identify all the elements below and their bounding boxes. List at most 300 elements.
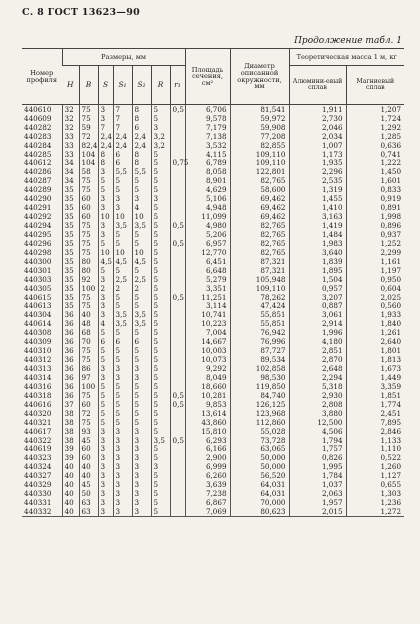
table-cell: 6,166: [185, 445, 230, 454]
table-cell: 2,294: [289, 373, 346, 382]
table-row: [22, 203, 404, 212]
table-cell: 3: [132, 480, 151, 489]
table-cell: 1,911: [289, 105, 346, 114]
table-row: [22, 141, 404, 150]
table-cell: 104: [79, 159, 98, 168]
table-cell: 440612: [24, 158, 52, 168]
table-cell: 7,238: [185, 489, 230, 498]
table-cell: [170, 445, 185, 454]
table-cell: [170, 355, 185, 364]
table-cell: 3,359: [346, 382, 404, 391]
table-cell: 6,706: [185, 105, 230, 114]
table-cell: 5: [132, 346, 151, 355]
table-cell: 440291: [24, 203, 52, 213]
table-cell: 5: [151, 337, 170, 346]
table-cell: 34: [62, 177, 79, 186]
table-cell: 0,560: [346, 302, 404, 311]
table-cell: 5,5: [113, 168, 132, 177]
table-cell: 5: [151, 266, 170, 275]
table-cell: 7: [113, 123, 132, 132]
table-row: [22, 328, 404, 337]
table-cell: 1,774: [346, 400, 404, 409]
table-cell: 0,5: [170, 239, 185, 248]
table-cell: 35: [62, 266, 79, 275]
table-cell: 440320: [24, 408, 52, 418]
table-cell: 5: [151, 454, 170, 463]
table-cell: 33: [62, 132, 79, 141]
table-row: [22, 150, 404, 159]
table-cell: 3: [132, 454, 151, 463]
table-cell: 5: [132, 239, 151, 248]
table-cell: 40: [79, 311, 98, 320]
table-cell: 2,063: [289, 489, 346, 498]
table-row: [22, 498, 404, 507]
table-cell: 0,5: [170, 436, 185, 445]
table-cell: 1,784: [289, 471, 346, 480]
table-cell: 1,133: [346, 436, 404, 445]
table-cell: 1,724: [346, 114, 404, 123]
table-cell: 440301: [24, 265, 52, 275]
table-cell: 1,110: [346, 445, 404, 454]
table-cell: 1,601: [346, 177, 404, 186]
table-cell: 6,789: [185, 159, 230, 168]
table-cell: 60: [79, 400, 98, 409]
table-cell: 1,484: [289, 230, 346, 239]
table-cell: 100: [79, 284, 98, 293]
table-cell: 3,5: [113, 311, 132, 320]
table-cell: 6,451: [185, 257, 230, 266]
table-cell: 3: [98, 114, 113, 123]
table-cell: 3: [113, 454, 132, 463]
table-cell: 76,942: [230, 328, 289, 337]
table-cell: 112,860: [230, 418, 289, 427]
table-cell: 9,578: [185, 114, 230, 123]
table-cell: 1,272: [346, 507, 404, 516]
table-cell: 3,351: [185, 284, 230, 293]
table-cell: 5: [113, 409, 132, 418]
table-cell: 3,061: [289, 311, 346, 320]
table-row: [22, 471, 404, 480]
table-cell: 69,462: [230, 212, 289, 221]
header-h: H: [62, 66, 79, 105]
table-cell: 2,015: [289, 507, 346, 516]
table-cell: 75: [79, 355, 98, 364]
table-cell: 5: [151, 248, 170, 257]
table-cell: 5: [132, 302, 151, 311]
table-row: [22, 364, 404, 373]
table-cell: 3: [113, 194, 132, 203]
table-cell: 2,296: [289, 168, 346, 177]
table-cell: 1,260: [346, 463, 404, 472]
header-profile-number: Номер профиля: [22, 49, 62, 105]
table-row: [22, 311, 404, 320]
table-cell: 3: [98, 454, 113, 463]
table-cell: 8,901: [185, 177, 230, 186]
table-row: [22, 355, 404, 364]
table-cell: 3: [132, 463, 151, 472]
table-cell: 5: [151, 489, 170, 498]
table-cell: 5: [132, 328, 151, 337]
table-cell: 5: [113, 355, 132, 364]
table-cell: 440321: [24, 417, 52, 427]
table-cell: 5: [151, 239, 170, 248]
table-cell: 92: [79, 275, 98, 284]
table-cell: 5: [151, 320, 170, 329]
table-cell: 10,073: [185, 355, 230, 364]
table-cell: 2: [98, 284, 113, 293]
table-cell: 8: [132, 105, 151, 114]
table-cell: 5: [113, 382, 132, 391]
table-cell: 4: [98, 320, 113, 329]
table-cell: 1,319: [289, 185, 346, 194]
table-cell: 5: [151, 471, 170, 480]
table-cell: 5: [132, 355, 151, 364]
table-cell: 0,636: [346, 141, 404, 150]
table-cell: 5: [113, 266, 132, 275]
table-cell: 440300: [24, 256, 52, 266]
table-cell: 5: [132, 293, 151, 302]
table-cell: 2,4: [113, 132, 132, 141]
table-cell: 440305: [24, 283, 52, 293]
table-cell: 0,833: [346, 185, 404, 194]
table-cell: 5: [151, 328, 170, 337]
table-cell: 40: [79, 471, 98, 480]
table-cell: 2,870: [289, 355, 346, 364]
table-cell: 18,660: [185, 382, 230, 391]
table-cell: 50,000: [230, 454, 289, 463]
table-cell: 119,850: [230, 382, 289, 391]
table-cell: 100: [79, 382, 98, 391]
table-cell: 70: [79, 337, 98, 346]
table-cell: 2,648: [289, 364, 346, 373]
table-cell: 3: [98, 373, 113, 382]
table-cell: 5: [113, 391, 132, 400]
table-cell: 72: [79, 409, 98, 418]
table-cell: 39: [62, 454, 79, 463]
table-cell: 7: [98, 123, 113, 132]
table-cell: [170, 150, 185, 159]
table-cell: 5: [151, 221, 170, 230]
table-cell: 75: [79, 346, 98, 355]
table-cell: 440296: [24, 238, 52, 248]
table-cell: 5: [132, 185, 151, 194]
table-cell: 0,604: [346, 284, 404, 293]
table-cell: 82,765: [230, 177, 289, 186]
table-row: [22, 320, 404, 329]
table-cell: [170, 346, 185, 355]
table-cell: 126,125: [230, 400, 289, 409]
table-cell: 89,534: [230, 355, 289, 364]
table-cell: 35: [62, 275, 79, 284]
header-aluminum: Алюмини-евый сплав: [289, 66, 346, 105]
table-cell: 60: [79, 454, 98, 463]
table-cell: 10: [132, 248, 151, 257]
table-cell: 440617: [24, 426, 52, 436]
table-cell: 80: [79, 266, 98, 275]
table-cell: 10: [113, 248, 132, 257]
table-cell: 4,5: [98, 257, 113, 266]
table-cell: 82,765: [230, 248, 289, 257]
header-r1: r₁: [170, 66, 185, 105]
table-cell: 3,5: [132, 221, 151, 230]
table-cell: 36: [62, 373, 79, 382]
table-cell: 2,034: [289, 132, 346, 141]
table-cell: 1,037: [289, 480, 346, 489]
table-cell: 5,279: [185, 275, 230, 284]
table-cell: 5,106: [185, 194, 230, 203]
table-cell: 440332: [22, 507, 62, 516]
table-cell: [170, 480, 185, 489]
table-row: [22, 194, 404, 203]
table-cell: 75: [79, 239, 98, 248]
table-cell: 1,996: [289, 328, 346, 337]
table-row: [22, 427, 404, 436]
table-cell: 50,000: [230, 463, 289, 472]
table-cell: 5: [151, 284, 170, 293]
table-cell: [170, 212, 185, 221]
table-cell: 3: [98, 489, 113, 498]
table-cell: 2,900: [185, 454, 230, 463]
table-cell: 36: [62, 364, 79, 373]
table-cell: [170, 302, 185, 311]
table-row: [22, 177, 404, 186]
table-cell: 3,2: [151, 132, 170, 141]
table-cell: 440294: [24, 221, 52, 231]
table-cell: 3: [98, 293, 113, 302]
table-cell: 5: [151, 409, 170, 418]
table-cell: 5: [151, 498, 170, 507]
table-row: [22, 266, 404, 275]
table-cell: 10: [132, 212, 151, 221]
table-cell: 440331: [24, 498, 52, 508]
table-cell: [170, 471, 185, 480]
table-cell: 2,4: [98, 132, 113, 141]
table-cell: 69,462: [230, 203, 289, 212]
table-cell: 0,741: [346, 150, 404, 159]
table-cell: 86: [79, 364, 98, 373]
table-cell: 2,4: [113, 141, 132, 150]
table-row: [22, 221, 404, 230]
table-cell: 3: [113, 445, 132, 454]
table-cell: 5: [151, 114, 170, 123]
table-cell: 105,948: [230, 275, 289, 284]
table-cell: 13,614: [185, 409, 230, 418]
table-cell: 2,808: [289, 400, 346, 409]
standard-reference: С. 8 ГОСТ 13623—90: [22, 7, 141, 18]
table-cell: 5: [151, 400, 170, 409]
table-cell: 3: [132, 364, 151, 373]
table-cell: 1,303: [346, 489, 404, 498]
table-cell: 35: [62, 284, 79, 293]
table-cell: 5: [151, 480, 170, 489]
table-cell: 38: [62, 427, 79, 436]
table-cell: 6: [132, 123, 151, 132]
table-cell: 0,957: [289, 284, 346, 293]
table-cell: [170, 382, 185, 391]
table-cell: 440616: [24, 399, 52, 409]
table-cell: 5: [151, 185, 170, 194]
table-cell: 34: [62, 159, 79, 168]
table-cell: 9,292: [185, 364, 230, 373]
table-cell: 5: [113, 328, 132, 337]
table-cell: 1,236: [346, 498, 404, 507]
table-cell: 440283: [24, 131, 52, 141]
table-row: [22, 293, 404, 302]
table-cell: 440285: [24, 149, 52, 159]
table-cell: 60: [79, 203, 98, 212]
table-cell: 56,520: [230, 471, 289, 480]
table-cell: 3: [98, 498, 113, 507]
table-cell: 1,840: [346, 320, 404, 329]
table-cell: 3: [113, 364, 132, 373]
table-cell: 440323: [24, 453, 52, 463]
table-cell: [170, 373, 185, 382]
table-cell: 5: [151, 257, 170, 266]
table-cell: 5: [98, 185, 113, 194]
table-cell: 2,4: [132, 132, 151, 141]
table-row: [22, 409, 404, 418]
table-cell: 3,880: [289, 409, 346, 418]
table-cell: 5,318: [289, 382, 346, 391]
table-cell: 1,801: [346, 346, 404, 355]
table-row: [22, 346, 404, 355]
table-cell: 7,004: [185, 328, 230, 337]
table-cell: 36: [62, 311, 79, 320]
table-cell: 32: [62, 114, 79, 123]
table-cell: 3: [132, 507, 151, 516]
table-cell: 440314: [24, 372, 52, 382]
table-cell: 2,4: [98, 141, 113, 150]
table-cell: 14,667: [185, 337, 230, 346]
table-cell: 109,110: [230, 159, 289, 168]
table-cell: 5: [113, 400, 132, 409]
table-row: [22, 230, 404, 239]
table-cell: [170, 311, 185, 320]
table-cell: 10,003: [185, 346, 230, 355]
table-cell: 12,500: [289, 418, 346, 427]
table-cell: 64,031: [230, 489, 289, 498]
table-cell: 9,853: [185, 400, 230, 409]
table-cell: 45: [79, 480, 98, 489]
table-cell: 32: [62, 105, 79, 114]
table-row: [22, 284, 404, 293]
table-cell: 0,75: [170, 159, 185, 168]
table-cell: 87,321: [230, 257, 289, 266]
table-cell: 40: [62, 471, 79, 480]
table-cell: 5: [151, 275, 170, 284]
table-cell: 5: [151, 203, 170, 212]
table-cell: 5: [132, 400, 151, 409]
table-cell: 55,851: [230, 320, 289, 329]
table-cell: 5: [113, 177, 132, 186]
table-cell: 37: [62, 400, 79, 409]
table-cell: 0,5: [170, 221, 185, 230]
table-cell: 84,740: [230, 391, 289, 400]
table-cell: 35: [62, 230, 79, 239]
table-cell: 6,999: [185, 463, 230, 472]
table-cell: 4,629: [185, 185, 230, 194]
table-cell: 3: [113, 436, 132, 445]
table-cell: 2,4: [132, 141, 151, 150]
header-s: S: [98, 66, 113, 105]
table-cell: 7,069: [185, 507, 230, 516]
header-magnesium: Магниевый сплав: [346, 66, 404, 105]
table-cell: 440287: [24, 176, 52, 186]
table-cell: 5: [151, 168, 170, 177]
table-cell: 2,730: [289, 114, 346, 123]
table-cell: 440329: [24, 480, 52, 490]
table-cell: 82,4: [79, 141, 98, 150]
table-cell: 63: [79, 507, 98, 516]
header-area: Площадь сечения, см²: [185, 49, 230, 105]
table-cell: 3: [98, 427, 113, 436]
table-cell: [170, 275, 185, 284]
table-cell: 1,419: [289, 221, 346, 230]
table-cell: [170, 132, 185, 141]
table-cell: 5: [98, 355, 113, 364]
table-row: [22, 382, 404, 391]
table-cell: [170, 364, 185, 373]
table-cell: 2,5: [132, 275, 151, 284]
table-cell: 3: [98, 194, 113, 203]
table-cell: 8,049: [185, 373, 230, 382]
table-cell: 2,046: [289, 123, 346, 132]
table-cell: 58,600: [230, 185, 289, 194]
table-cell: 5: [113, 239, 132, 248]
table-cell: 5: [113, 230, 132, 239]
table-cell: 1,851: [346, 391, 404, 400]
table-cell: 60: [79, 445, 98, 454]
table-cell: 3: [113, 480, 132, 489]
table-cell: 5: [132, 230, 151, 239]
table-cell: 7: [113, 114, 132, 123]
table-cell: [170, 123, 185, 132]
table-cell: 10,741: [185, 311, 230, 320]
table-cell: 35: [62, 203, 79, 212]
table-cell: 440295: [24, 229, 52, 239]
table-cell: 3: [132, 194, 151, 203]
table-cell: 7,895: [346, 418, 404, 427]
table-cell: 2,5: [113, 275, 132, 284]
table-cell: 5: [98, 328, 113, 337]
table-cell: 73,728: [230, 436, 289, 445]
table-cell: 0,826: [289, 454, 346, 463]
table-row: [22, 373, 404, 382]
table-cell: 5: [151, 382, 170, 391]
table-cell: 3: [151, 123, 170, 132]
table-cell: 5: [132, 266, 151, 275]
table-cell: 5: [151, 212, 170, 221]
table-cell: 3: [98, 480, 113, 489]
table-row: [22, 168, 404, 177]
table-cell: 3: [151, 463, 170, 472]
table-cell: 35: [62, 212, 79, 221]
table-row: [22, 436, 404, 445]
table-cell: 11,099: [185, 212, 230, 221]
table-cell: 440284: [24, 140, 52, 150]
table-cell: 5: [98, 177, 113, 186]
table-cell: 82,765: [230, 221, 289, 230]
table-cell: 122,801: [230, 168, 289, 177]
table-row: [22, 159, 404, 168]
table-cell: 1,450: [346, 168, 404, 177]
table-cell: 5: [151, 355, 170, 364]
table-cell: 75: [79, 248, 98, 257]
page-header: [22, 7, 402, 21]
table-cell: 38: [62, 409, 79, 418]
table-cell: 0,950: [346, 275, 404, 284]
table-cell: 40: [62, 489, 79, 498]
